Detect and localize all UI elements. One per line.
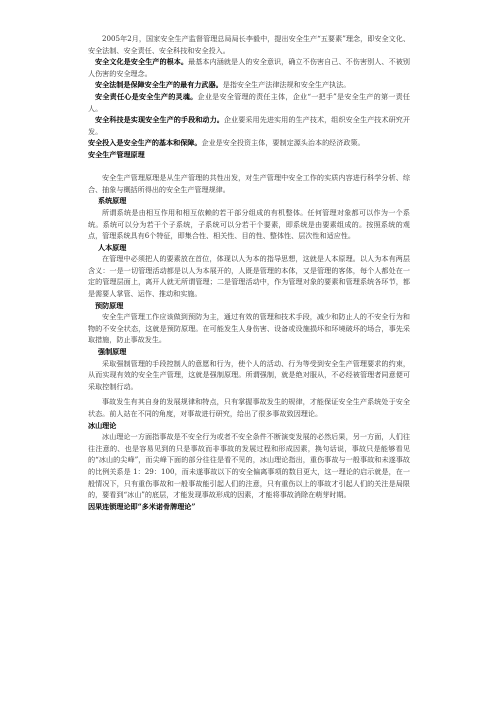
element-text: 是指安全生产法律法规和安全生产执法。 (222, 80, 351, 90)
principles-intro: 安全生产管理原理是从生产管理的共性出发，对生产管理中安全工作的实质内容进行科学分析、综合、抽象与概括所得出的安全生产管理规律。 (88, 173, 410, 194)
element-text: 企业是安全管理的责任主体，企业“一把手”是安全生产的第一责任人。 (88, 91, 410, 113)
element-title: 安全法制是保障安全生产的最有力武器。 (95, 80, 223, 90)
element-title: 安全投入是安全生产的基本和保障。 (88, 138, 202, 148)
human-heading: 人本原理 (98, 242, 127, 252)
element-title: 安全文化是安全生产的根本。 (95, 57, 189, 67)
document-page (88, 33, 410, 512)
system-heading: 系统原理 (98, 196, 127, 206)
prevention-text: 安全生产管理工作应该做到预防为主，通过有效的管理和技术手段，减少和防止人的不安全行为和物的不安全状态，这就是预防原理。在可能发生人身伤害、设备或设施损坏和环境破坏的场合，事先采取措施，防止事故发生。 (88, 312, 410, 345)
element-responsibility (88, 91, 410, 114)
prevention-heading: 预防原理 (95, 300, 124, 310)
domino-heading: 因果连锁理论即“多米诺骨牌理论” (88, 501, 196, 511)
element-title: 安全科技是实现安全生产的手段和动力。 (95, 115, 224, 125)
compulsion-text: 采取强制管理的手段控制人的意愿和行为，使个人的活动、行为等受到安全生产管理要求的约束，从而实现有效的安全生产管理，这就是强制原理。所谓强制，就是绝对服从，不必经被管理者同意便可采取控制行动。 (88, 358, 410, 391)
system-text: 所谓系统是由相互作用和相互依赖的若干部分组成的有机整体。任何管理对象都可以作为一个系统。系统可以分为若干个子系统，子系统可以分若干个要素，即系统是由要素组成的。按照系统的观点，管理系统具有6个特征，即集合性、相关性、目的性、整体性、层次性和适应性。 (88, 207, 410, 241)
element-text: 最基本内涵就是人的安全意识，确立不伤害自己、不伤害别人、不被别人伤害的安全理念。 (88, 57, 411, 78)
element-title: 安全责任心是安全生产的灵魂。 (95, 91, 198, 101)
element-text: 企业要采用先进实用的生产技术，组织安全生产技术研究开发。 (88, 115, 410, 136)
element-text: 企业是安全投资主体，要制定源头治本的经济政策。 (201, 138, 365, 148)
accident-note: 事故发生有其自身的发展规律和特点，只有掌握事故发生的规律，才能保证安全生产系统处于安全状态。前人站在不同的角度，对事故进行研究，给出了很多事故致因理论。 (88, 397, 410, 418)
compulsion-heading: 强制原理 (98, 347, 127, 357)
iceberg-heading: 冰山理论 (88, 420, 117, 430)
principles-heading: 安全生产管理原理 (88, 149, 145, 159)
iceberg-text: 冰山理论一方面指事故是不安全行为或者不安全条件不断演变发展的必然后果，另一方面，人们往往注意的、也是容易见到的只是事故而非事故的发展过程和形成因素，换句话说，事故只是能够看见的“冰山的尖峰”，而尖峰下面的部分往往是看不见的，冰山理论指出，重伤事故与一般事故和未遂事故的比例关系是 1：29：100，而未遂事故以下的安全偏离事项的数目更大，这一理论的启示就是，在一般情况下，只有重伤事故和一般事故能引起人们的注意，只有重伤以上的事故才引起人们的关注是局限的，要看到“冰山”的底层，才能发现事故形成的因素，才能将事故消除在萌芽时期。 (88, 432, 410, 500)
element-law (88, 79, 410, 91)
element-investment (88, 137, 410, 149)
intro-paragraph: 2005年2月，国家安全生产监督管理总局局长李毅中，提出安全生产“五要素”理念，即安全文化、安全法制、安全责任、安全科技和安全投入。 (88, 34, 410, 55)
element-culture (88, 56, 410, 79)
element-technology (88, 114, 410, 137)
spacer (88, 161, 410, 173)
human-text: 在管理中必须把人的要素放在首位，体现以人为本的指导思想，这就是人本原理。以人为本有两层含义：一是一切管理活动都是以人为本展开的，人既是管理的本体，又是管理的客体，每个人都处在一定的管理层面上，离开人就无所谓管理；二是管理活动中，作为管理对象的要素和管理系统各环节，都是需要人掌管、运作、推动和实施。 (88, 254, 410, 299)
